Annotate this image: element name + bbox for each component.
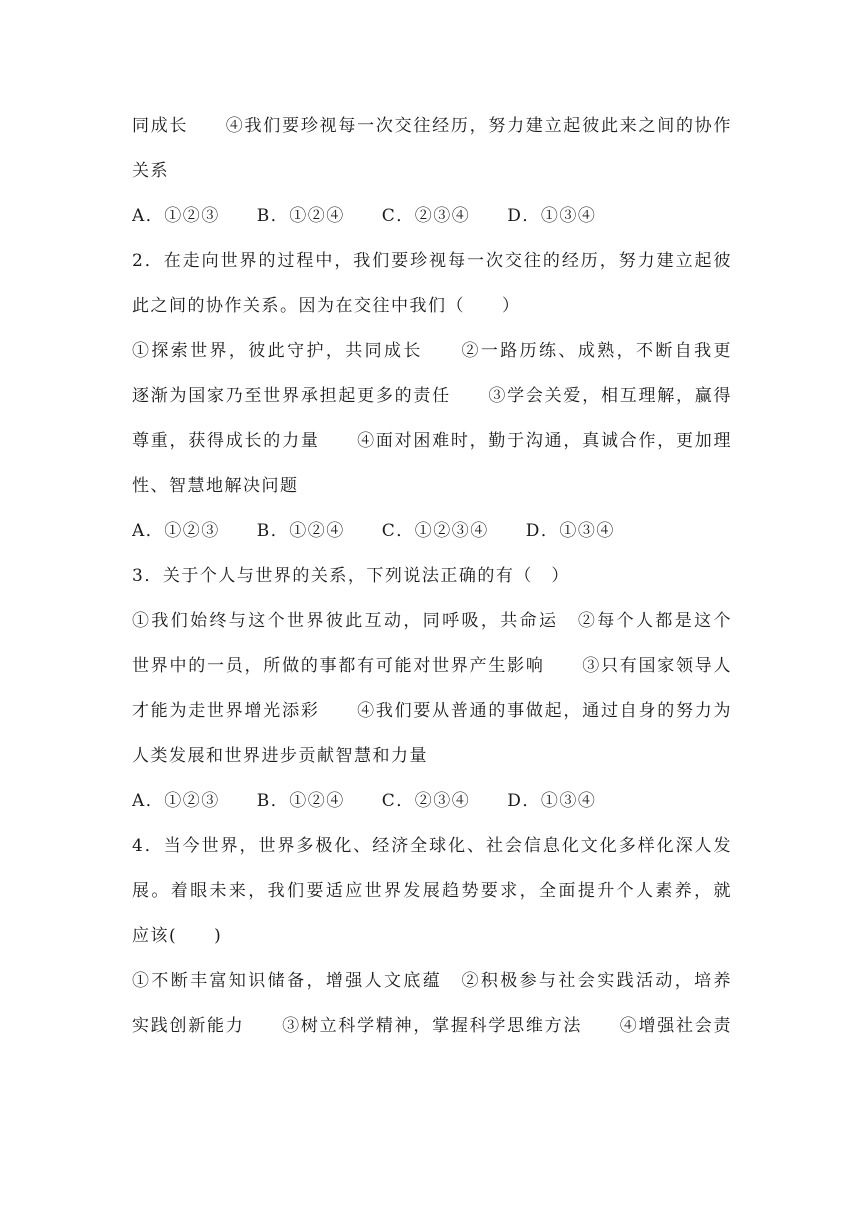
- text-line: 逐渐为国家乃至世界承担起更多的责任 ③学会关爱，相互理解，赢得: [132, 386, 732, 406]
- text-line: 同成长 ④我们要珍视每一次交往经历，努力建立起彼此来之间的协作: [132, 116, 732, 136]
- question-4-text: 4．当今世界，世界多极化、经济全球化、社会信息化文化多样化深人发: [132, 836, 732, 856]
- text-line: ①不断丰富知识储备，增强人文底蕴 ②积极参与社会实践活动，培养: [132, 971, 732, 991]
- text-line: 关系: [132, 161, 169, 181]
- question-3-text: 3．关于个人与世界的关系，下列说法正确的有（ ）: [132, 566, 570, 586]
- question-4-text: 应该( ): [132, 926, 223, 946]
- text-line: 实践创新能力 ③树立科学精神，掌握科学思维方法 ④增强社会责: [132, 1016, 732, 1036]
- text-line: 才能为走世界增光添彩 ④我们要从普通的事做起，通过自身的努力为: [132, 701, 732, 721]
- answer-options-q1: A．①②③ B．①②④ C．②③④ D．①③④: [132, 206, 597, 226]
- text-line: 尊重，获得成长的力量 ④面对困难时，勤于沟通，真诚合作，更加理: [132, 431, 732, 451]
- answer-options-q2: A．①②③ B．①②④ C．①②③④ D．①③④: [132, 521, 615, 541]
- question-2-text: 2．在走向世界的过程中，我们要珍视每一次交往的经历，努力建立起彼: [132, 251, 732, 271]
- text-line: 人类发展和世界进步贡献智慧和力量: [132, 746, 428, 766]
- question-2-text: 此之间的协作关系。因为在交往中我们（ ）: [132, 296, 521, 316]
- question-4-text: 展。着眼未来，我们要适应世界发展趋势要求，全面提升个人素养，就: [132, 881, 732, 901]
- text-line: ①我们始终与这个世界彼此互动，同呼吸，共命运 ②每个人都是这个: [132, 611, 732, 631]
- text-line: ①探索世界，彼此守护，共同成长 ②一路历练、成熟，不断自我更: [132, 341, 732, 361]
- document-body: [132, 104, 732, 1049]
- answer-options-q3: A．①②③ B．①②④ C．②③④ D．①③④: [132, 791, 597, 811]
- text-line: 性、智慧地解决问题: [132, 476, 299, 496]
- text-line: 世界中的一员，所做的事都有可能对世界产生影响 ③只有国家领导人: [132, 656, 732, 676]
